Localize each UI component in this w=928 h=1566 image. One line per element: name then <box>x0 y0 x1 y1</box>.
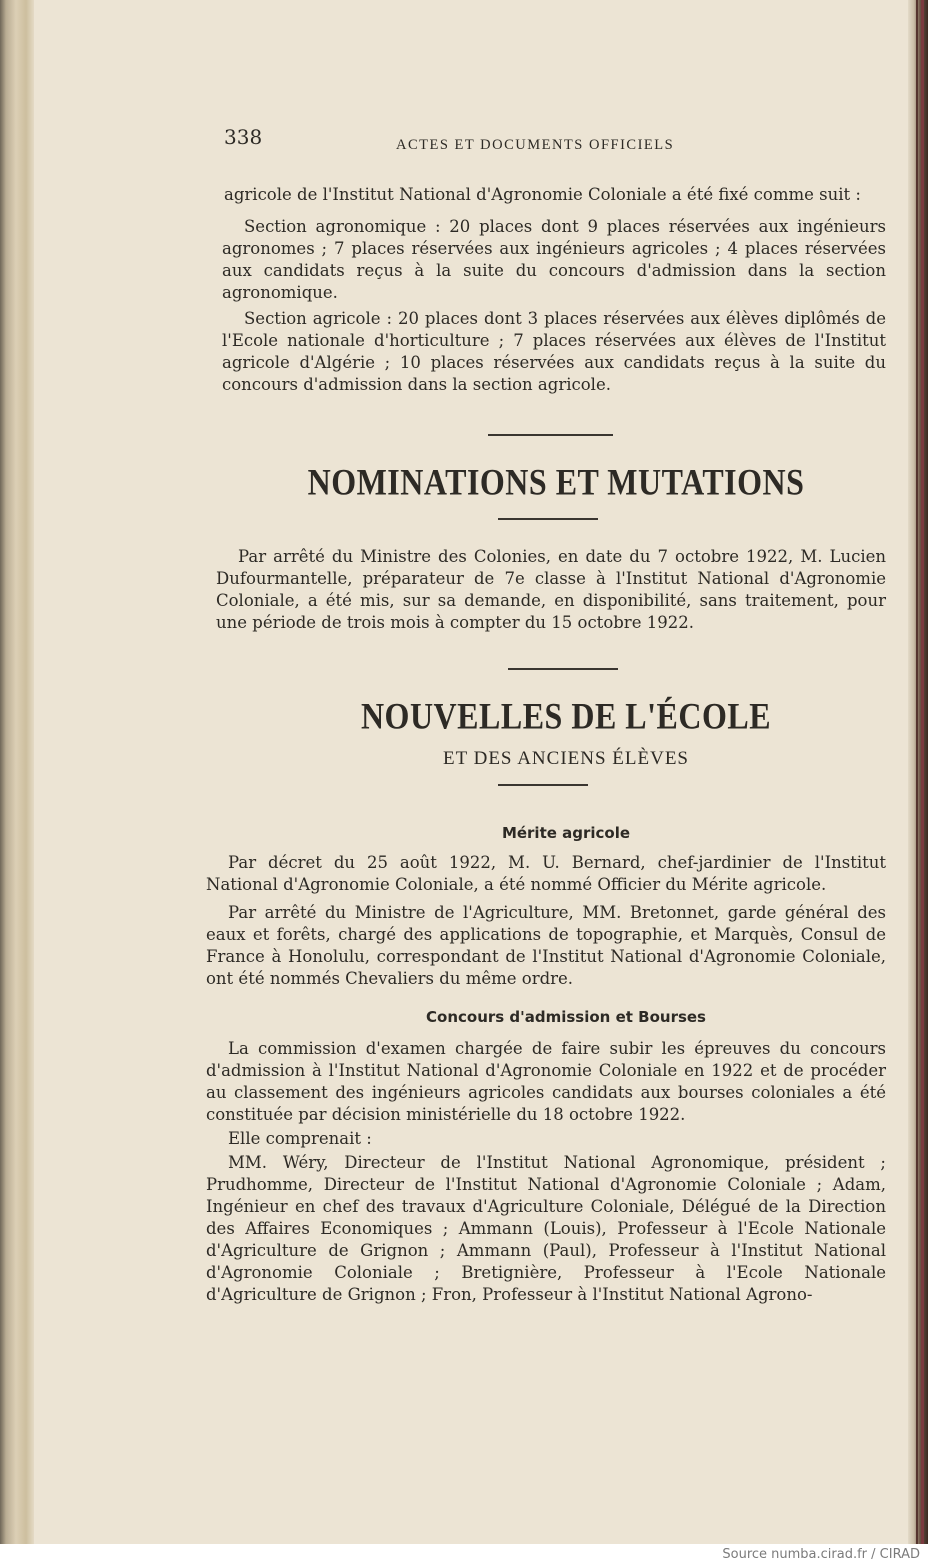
binding-edge-line <box>921 0 924 1544</box>
merite-paragraph-2: Par arrêté du Ministre de l'Agriculture, MM. Bretonnet, garde général des eaux et forêts, chargé des applications de topographie, et Marquès, Consul de France à Honolulu, correspondant de l'Institut National d'Agronomie Coloniale, ont été nommés Chevaliers du même ordre. <box>206 903 886 988</box>
section-agricole-paragraph: Section agricole : 20 places dont 3 places réservées aux élèves diplômés de l'Ecole nationale d'horticulture ; 7 places réservées aux élèves de l'Institut agricole d'Algérie ; 10 places réservées aux candidats reçus à la suite du concours d'admission dans la section agricole. <box>222 309 886 394</box>
section-separator-2 <box>508 668 618 670</box>
binding-edge-line-inner <box>916 0 918 1544</box>
concours-heading: Concours d'admission et Bourses <box>426 1008 706 1026</box>
page-content <box>206 126 886 1306</box>
running-head: ACTES ET DOCUMENTS OFFICIELS <box>396 137 675 153</box>
section-separator <box>488 434 613 436</box>
nominations-title: NOMINATIONS ET MUTATIONS <box>307 461 805 503</box>
title-rule-2 <box>498 784 588 786</box>
nominations-paragraph: Par arrêté du Ministre des Colonies, en date du 7 octobre 1922, M. Lucien Dufourmantelle, préparateur de 7e classe à l'Institut National d'Agronomie Coloniale, a été mis, sur sa demande, en disponibilité, sans traitement, pour une période de trois mois à compter du 15 octobre 1922. <box>216 547 886 632</box>
nouvelles-subtitle: ET DES ANCIENS ÉLÈVES <box>442 748 689 769</box>
concours-paragraph-1: La commission d'examen chargée de faire subir les épreuves du concours d'admission à l'Institut National d'Agronomie Coloniale en 1922 et de procéder au classement des ingénieurs agricoles candidats aux bourses coloniales a été constituée par décision ministérielle du 18 octobre 1922. <box>206 1039 886 1124</box>
merite-paragraph-1: Par décret du 25 août 1922, M. U. Bernard, chef-jardinier de l'Institut National d'Agronomie Coloniale, a été nommé Officier du Mérite agricole. <box>206 853 886 894</box>
section-agronomique-paragraph: Section agronomique : 20 places dont 9 places réservées aux ingénieurs agronomes ; 7 places réservées aux ingénieurs agricoles ; 4 places réservées aux candidats reçus à la suite du concours d'admission dans la section agronomique. <box>222 217 886 302</box>
concours-paragraph-2: Elle comprenait : <box>228 1129 372 1148</box>
source-attribution: Source numba.cirad.fr / CIRAD <box>722 1547 920 1562</box>
intro-paragraph: agricole de l'Institut National d'Agronomie Coloniale a été fixé comme suit : <box>224 185 861 204</box>
page-edge <box>908 0 928 1544</box>
title-rule <box>498 518 598 520</box>
page-header <box>206 126 886 162</box>
page-number: 338 <box>224 125 263 149</box>
nouvelles-title: NOUVELLES DE L'ÉCOLE <box>360 695 772 737</box>
merite-heading: Mérite agricole <box>501 824 631 842</box>
concours-paragraph-3: MM. Wéry, Directeur de l'Institut National Agronomique, président ; Prudhomme, Directeur de l'Institut National d'Agronomie Coloniale ; Adam, Ingénieur en chef des travaux d'Agriculture Coloniale, Délégué de la Direction des Affaires Economiques ; Ammann (Louis), Professeur à l'Ecole Nationale d'Agriculture de Grignon ; Ammann (Paul), Professeur à l'Institut National d'Agronomie Coloniale ; Bretignière, Professeur à l'Ecole Nationale d'Agriculture de Grignon ; Fron, Professeur à l'Institut National Agrono- <box>206 1153 886 1304</box>
book-spine-shadow <box>0 0 34 1544</box>
